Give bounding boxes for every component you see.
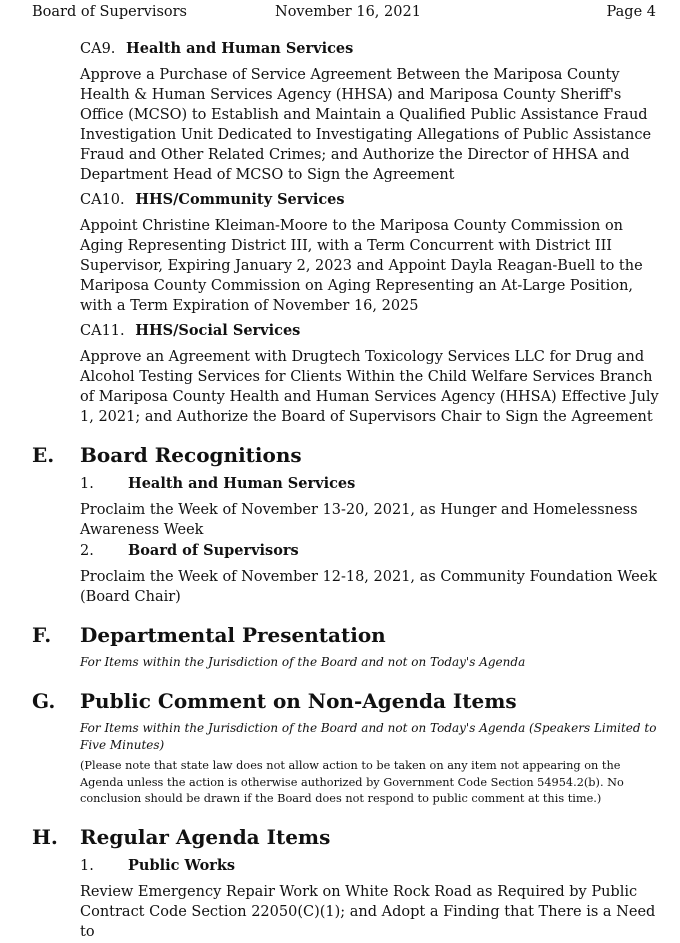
section-e-title: Board Recognitions xyxy=(80,443,302,467)
recognition-item-body: Proclaim the Week of November 13-20, 2021, as Hunger and Homelessness Awareness Week xyxy=(80,502,638,538)
consent-item-body: Approve an Agreement with Drugtech Toxicology Services LLC for Drug and Alcohol Testing Services for Clients Within the Child Welfare Services Branch of Mariposa County Health and Human Services Agency (HHSA) Effective July 1, 2021; and Authorize the Board of Supervisors Chair to Sign the Agreement xyxy=(80,349,659,425)
recognition-item-body: Proclaim the Week of November 12-18, 2021, as Community Foundation Week (Board Chair) xyxy=(80,569,658,605)
section-g-title: Public Comment on Non-Agenda Items xyxy=(80,689,517,713)
section-h-letter: H. xyxy=(32,825,58,849)
regular-agenda-item-1 xyxy=(80,856,660,942)
recognition-item-number: 2. xyxy=(80,543,94,559)
section-f-note: For Items within the Jurisdiction of the Board and not on Today's Agenda xyxy=(80,655,526,669)
consent-item-heading xyxy=(80,321,660,341)
consent-item-ca9 xyxy=(80,39,660,185)
page-header xyxy=(32,4,656,24)
regular-agenda-item-title: Public Works xyxy=(128,857,236,874)
consent-item-title: HHS/Social Services xyxy=(135,322,301,339)
recognition-item-title: Health and Human Services xyxy=(128,475,356,492)
recognition-item-number: 1. xyxy=(80,476,94,492)
regular-agenda-item-heading xyxy=(80,856,660,876)
section-g-disclaimer: (Please note that state law does not allow action to be taken on any item not appearing on the Agenda unless the action is otherwise authorized by Government Code Section 54954.2(b). No conclusion should be drawn if the Board does not respond to public comment at this time.) xyxy=(80,759,624,805)
recognition-item-title: Board of Supervisors xyxy=(128,542,299,559)
recognition-item-heading xyxy=(80,474,660,494)
section-g-letter: G. xyxy=(32,689,56,713)
section-h-title: Regular Agenda Items xyxy=(80,825,331,849)
consent-item-body: Appoint Christine Kleiman-Moore to the Mariposa County Commission on Aging Representing District III, with a Term Concurrent with District III Supervisor, Expiring January 2, 2023 and Appoint Dayla Reagan-Buell to the Mariposa County Commission on Aging Representing an At-Large Position, with a Term Expiration of November 16, 2025 xyxy=(80,218,643,314)
consent-item-heading xyxy=(80,190,660,210)
header-board-name: Board of Supervisors xyxy=(32,4,187,20)
consent-item-number: CA10. xyxy=(80,192,125,208)
consent-item-number: CA11. xyxy=(80,323,125,339)
section-f-title: Departmental Presentation xyxy=(80,623,386,647)
regular-agenda-item-number: 1. xyxy=(80,858,94,874)
section-f-letter: F. xyxy=(32,623,52,647)
consent-item-body: Approve a Purchase of Service Agreement Between the Mariposa County Health & Human Services Agency (HHSA) and Mariposa County Sheriff's Office (MCSO) to Establish and Maintain a Qualified Public Assistance Fraud Investigation Unit Dedicated to Investigating Allegations of Public Assistance Fraud and Other Related Crimes; and Authorize the Director of HHSA and Department Head of MCSO to Sign the Agreement xyxy=(80,67,652,183)
consent-item-title: Health and Human Services xyxy=(126,40,354,57)
consent-item-number: CA9. xyxy=(80,41,116,57)
header-date: November 16, 2021 xyxy=(275,4,421,20)
recognition-item-1 xyxy=(80,474,660,540)
header-page-number: Page 4 xyxy=(606,4,656,20)
consent-item-ca11 xyxy=(80,321,660,427)
consent-item-title: HHS/Community Services xyxy=(135,191,345,208)
recognition-item-heading xyxy=(80,541,660,561)
section-g-note: For Items within the Jurisdiction of the Board and not on Today's Agenda (Speakers Limited to Five Minutes) xyxy=(80,721,657,752)
section-e-letter: E. xyxy=(32,443,55,467)
regular-agenda-item-body: Review Emergency Repair Work on White Rock Road as Required by Public Contract Code Section 22050(C)(1); and Adopt a Finding that There is a Need to xyxy=(80,884,656,940)
consent-item-ca10 xyxy=(80,190,660,316)
recognition-item-2 xyxy=(80,541,660,607)
consent-item-heading xyxy=(80,39,660,59)
